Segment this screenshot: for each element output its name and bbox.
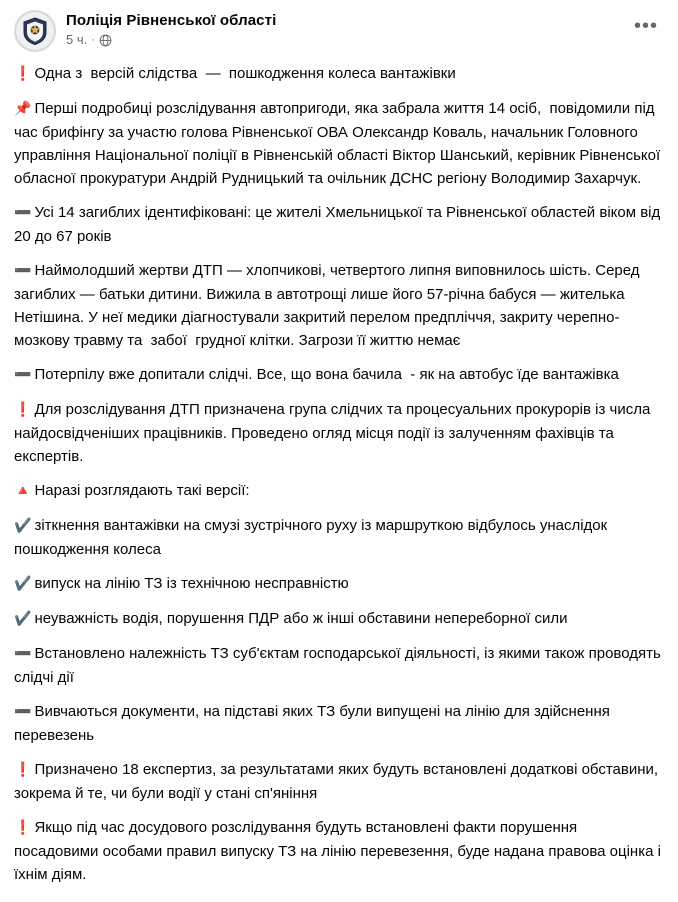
- post-paragraph: [14, 758, 664, 805]
- paragraph-text: Якщо під час досудового розслідування будуть встановлені факти порушення посадовими особами правил випуску ТЗ на лінію перевезення, буде надана правова оцінка і їхнім діям.: [14, 819, 666, 883]
- post-header-text: [66, 10, 276, 47]
- post-paragraph: [14, 201, 664, 248]
- alert-icon: ❗: [14, 402, 32, 418]
- dash-icon: ➖: [14, 263, 32, 279]
- post-timestamp[interactable]: 5 ч.: [66, 32, 88, 47]
- post-paragraph: [14, 479, 664, 503]
- paragraph-text: зіткнення вантажівки на смузі зустрічного руху із маршруткою відбулось унаслідок пошкодження колеса: [14, 517, 612, 558]
- post-paragraph: [14, 259, 664, 352]
- post-header: [14, 10, 664, 52]
- paragraph-text: випуск на лінію ТЗ із технічною несправністю: [34, 575, 349, 592]
- post-meta: [66, 33, 276, 47]
- check-icon: ✔️: [14, 518, 32, 534]
- post-paragraph: [14, 398, 664, 468]
- paragraph-text: Усі 14 загиблих ідентифіковані: це жителі Хмельницької та Рівненської областей віком від 20 до 67 років: [14, 204, 665, 245]
- post-paragraph: [14, 816, 664, 886]
- paragraph-text: Встановлено належність ТЗ суб'єктам господарської діяльності, із якими також проводять слідчі дії: [14, 645, 665, 686]
- dash-icon: ➖: [14, 367, 32, 383]
- paragraph-text: Для розслідування ДТП призначена група слідчих та процесуальних прокурорів із числа найдосвідченіших працівників. Проведено огляд місця події із залученням фахівців та експертів.: [14, 401, 655, 465]
- dash-icon: ➖: [14, 704, 32, 720]
- post-more-options-button[interactable]: •••: [633, 15, 658, 37]
- dash-icon: ➖: [14, 205, 32, 221]
- post-paragraph: [14, 97, 664, 190]
- post-paragraph: [14, 514, 664, 561]
- post-paragraph: [14, 572, 664, 596]
- page-name[interactable]: Поліція Рівненської області: [66, 12, 277, 29]
- paragraph-text: Вивчаються документи, на підставі яких ТЗ були випущені на лінію для здійснення перевезень: [14, 703, 615, 744]
- paragraph-text: Наймолодший жертви ДТП — хлопчикові, четвертого липня виповнилось шість. Серед загиблих — батьки дитини. Вижила в автотрощі лише його 57-річна бабуся — жителька Нетішина. У неї медики діагностували закритий перелом предпліччя, закриту черепно-мозкову травму та забої грудної клітки. Загрози її життю немає: [14, 262, 644, 349]
- post-paragraph: [14, 62, 664, 86]
- paragraph-text: Наразі розглядають такі версії:: [34, 482, 250, 499]
- meta-separator: ·: [91, 34, 95, 46]
- alert-icon: ❗: [14, 66, 32, 82]
- paragraph-text: Одна з версій слідства — пошкодження колеса вантажівки: [34, 65, 456, 82]
- post-body: [14, 62, 664, 886]
- alert-icon: ❗: [14, 762, 32, 778]
- pin-icon: 📌: [14, 101, 32, 117]
- paragraph-text: Перші подробиці розслідування автопригоди, яка забрала життя 14 осіб, повідомили під час брифінгу за участю голова Рівненської ОВА Олександр Коваль, начальник Головного управління Національної поліції в Рівненській області Віктор Шанський, керівник Рівненської обласної прокуратури Андрій Рудницький та очільник ДСНС регіону Володимир Захарчук.: [14, 100, 665, 187]
- post-paragraph: [14, 363, 664, 387]
- check-icon: ✔️: [14, 611, 32, 627]
- globe-icon: [99, 34, 112, 47]
- post-paragraph: [14, 700, 664, 747]
- paragraph-text: Потерпілу вже допитали слідчі. Все, що вона бачила - як на автобус їде вантажівка: [34, 366, 619, 383]
- paragraph-text: неуважність водія, порушення ПДР або ж інші обставини непереборної сили: [34, 610, 568, 627]
- check-icon: ✔️: [14, 576, 32, 592]
- dash-icon: ➖: [14, 646, 32, 662]
- post-paragraph: [14, 642, 664, 689]
- triangle-icon: 🔺: [14, 483, 32, 499]
- alert-icon: ❗: [14, 820, 32, 836]
- post-paragraph: [14, 607, 664, 631]
- paragraph-text: Призначено 18 експертиз, за результатами яких будуть встановлені додаткові обставини, зокрема й те, чи були водії у стані сп'яніння: [14, 761, 663, 802]
- avatar[interactable]: [14, 10, 56, 52]
